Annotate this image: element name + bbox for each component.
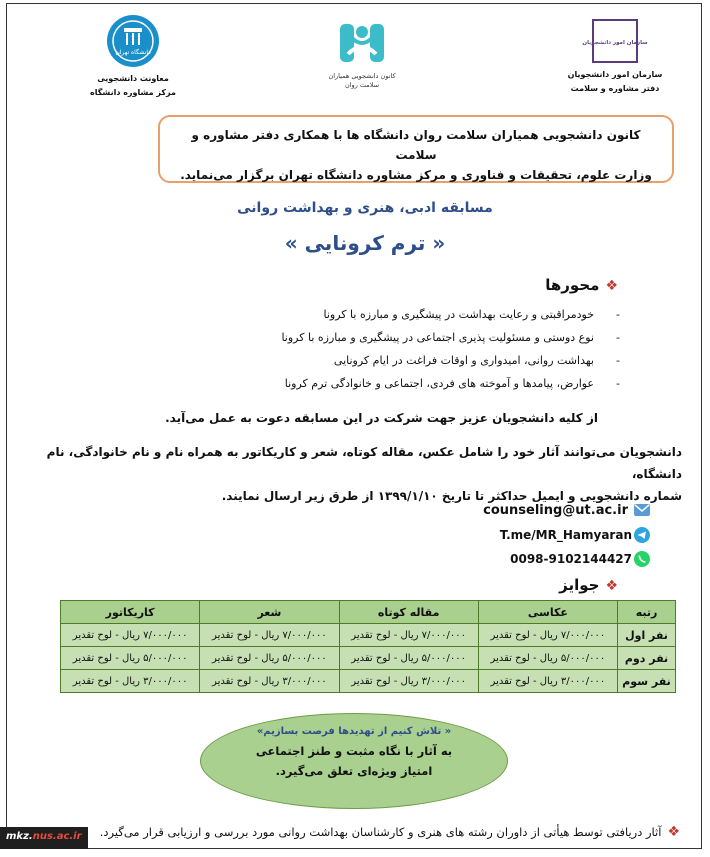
- topics-list: [220, 303, 620, 395]
- footer-note-text: آثار دریافتی توسط هیأتی از داوران رشته های هنری و کارشناسان بهداشت روانی مورد بررسی و ارزیابی قرار می‌گیرد.: [99, 825, 662, 839]
- star-bullet-icon: ❖: [605, 578, 618, 594]
- column-header: کاریکاتور: [61, 601, 200, 624]
- footer-note: [100, 824, 680, 840]
- prize-cell: ۳/۰۰۰/۰۰۰ ریال - لوح تقدیر: [339, 670, 478, 693]
- table-row: [61, 647, 676, 670]
- table-row: [61, 624, 676, 647]
- telegram-text[interactable]: T.me/MR_Hamyaran: [499, 528, 632, 542]
- telegram-contact[interactable]: [478, 524, 650, 546]
- email-text[interactable]: counseling@ut.ac.ir: [483, 502, 628, 518]
- topics-heading-text: محورها: [545, 276, 600, 294]
- rank-cell: نفر دوم: [618, 647, 676, 670]
- list-item: - نوع دوستی و مسئولیت پذیری اجتماعی در پیشگیری و مبارزه با کرونا: [220, 326, 620, 349]
- prizes-heading-text: جوایز: [559, 576, 600, 594]
- rank-cell: نفر اول: [618, 624, 676, 647]
- star-bullet-icon: ❖: [667, 824, 680, 840]
- hamyaran-mark-icon: [336, 18, 388, 68]
- submission-text: [22, 441, 682, 507]
- university-seal-icon: [106, 14, 160, 68]
- whatsapp-contact[interactable]: [478, 548, 650, 570]
- prize-cell: ۷/۰۰۰/۰۰۰ ریال - لوح تقدیر: [339, 624, 478, 647]
- telegram-icon: [634, 527, 650, 543]
- prize-cell: ۵/۰۰۰/۰۰۰ ریال - لوح تقدیر: [61, 647, 200, 670]
- student-affairs-logo: [540, 18, 690, 96]
- watermark-prefix: mkz.: [6, 831, 33, 842]
- slogan-line-1: به آثار با نگاه مثبت و طنز اجتماعی: [255, 744, 453, 758]
- table-header-row: [61, 601, 676, 624]
- prizes-heading: [559, 576, 618, 594]
- prize-cell: ۷/۰۰۰/۰۰۰ ریال - لوح تقدیر: [61, 624, 200, 647]
- list-item: - بهداشت روانی، امیدواری و اوقات فراغت در ایام کرونایی: [220, 349, 620, 372]
- watermark-suffix: nus.ac.ir: [32, 831, 82, 842]
- seal-text: دانشگاه تهران: [115, 49, 151, 56]
- hamyaran-logo: [318, 18, 406, 90]
- university-logo: [78, 14, 188, 100]
- right-logo-caption-2: دفتر مشاوره و سلامت: [570, 84, 660, 93]
- prize-cell: ۵/۰۰۰/۰۰۰ ریال - لوح تقدیر: [200, 647, 339, 670]
- prize-cell: ۷/۰۰۰/۰۰۰ ریال - لوح تقدیر: [478, 624, 617, 647]
- star-bullet-icon: ❖: [605, 278, 618, 294]
- intro-line-1: کانون دانشجویی همیاران سلامت روان دانشگاه ها با همکاری دفتر مشاوره و سلامت: [191, 128, 641, 162]
- list-item: - عوارض، پیامدها و آموخته های فردی، اجتماعی و خانوادگی ترم کرونا: [220, 372, 620, 395]
- page-subtitle: « ترم کرونایی »: [284, 231, 446, 255]
- slogan-line-2: امتیاز ویژه‌ای تعلق می‌گیرد.: [275, 764, 433, 778]
- prizes-table: [60, 600, 676, 693]
- center-logo-caption-1: کانون دانشجویی همیاران: [328, 72, 396, 80]
- invitation-text: از کلیه دانشجویان عزیز جهت شرکت در این مسابقه دعوت به عمل می‌آید.: [165, 411, 598, 425]
- whatsapp-icon: [634, 551, 650, 567]
- list-item: - خودمراقبتی و رعایت بهداشت در پیشگیری و مبارزه با کرونا: [220, 303, 620, 326]
- prize-cell: ۳/۰۰۰/۰۰۰ ریال - لوح تقدیر: [61, 670, 200, 693]
- whatsapp-text[interactable]: 0098-9102144427: [510, 552, 632, 566]
- left-logo-caption-2: مرکز مشاوره دانشگاه: [90, 88, 176, 97]
- column-header: عکاسی: [478, 601, 617, 624]
- rank-cell: نفر سوم: [618, 670, 676, 693]
- slogan-ellipse: [200, 713, 508, 809]
- intro-box: [158, 115, 674, 183]
- prize-cell: ۵/۰۰۰/۰۰۰ ریال - لوح تقدیر: [339, 647, 478, 670]
- prize-cell: ۷/۰۰۰/۰۰۰ ریال - لوح تقدیر: [200, 624, 339, 647]
- email-contact[interactable]: [478, 499, 650, 521]
- intro-line-2: وزارت علوم، تحقیقات و فناوری و مرکز مشاوره دانشگاه تهران برگزار می‌نماید.: [180, 168, 652, 182]
- email-icon: [634, 502, 650, 518]
- table-row: [61, 670, 676, 693]
- prize-cell: ۳/۰۰۰/۰۰۰ ریال - لوح تقدیر: [200, 670, 339, 693]
- page-title: مسابقه ادبی، هنری و بهداشت روانی: [237, 200, 493, 216]
- slogan-title: « تلاش کنیم از تهدیدها فرصت بسازیم»: [256, 726, 452, 737]
- prize-cell: ۵/۰۰۰/۰۰۰ ریال - لوح تقدیر: [478, 647, 617, 670]
- student-affairs-mark-icon: [582, 18, 648, 64]
- submission-line-2: شماره دانشجویی و ایمیل حداکثر تا تاریخ ۱۳۹۹/۱/۱۰ از طرق زیر ارسال نمایند.: [221, 489, 682, 503]
- topics-heading: [545, 276, 618, 294]
- mark-text: سازمان امور دانشجویان: [582, 40, 648, 46]
- prize-cell: ۳/۰۰۰/۰۰۰ ریال - لوح تقدیر: [478, 670, 617, 693]
- submission-line-1: دانشجویان می‌توانند آثار خود را شامل عکس، مقاله کوتاه، شعر و کاریکاتور به همراه نام و نام خانوادگی، نام دانشگاه،: [46, 445, 682, 481]
- site-watermark: [0, 827, 88, 849]
- column-header: مقاله کوتاه: [339, 601, 478, 624]
- column-header: رتبه: [618, 601, 676, 624]
- left-logo-caption-1: معاونت دانشجویی: [97, 74, 169, 83]
- column-header: شعر: [200, 601, 339, 624]
- center-logo-caption-2: سلامت روان: [344, 81, 380, 89]
- right-logo-caption-1: سازمان امور دانشجویان: [567, 70, 663, 79]
